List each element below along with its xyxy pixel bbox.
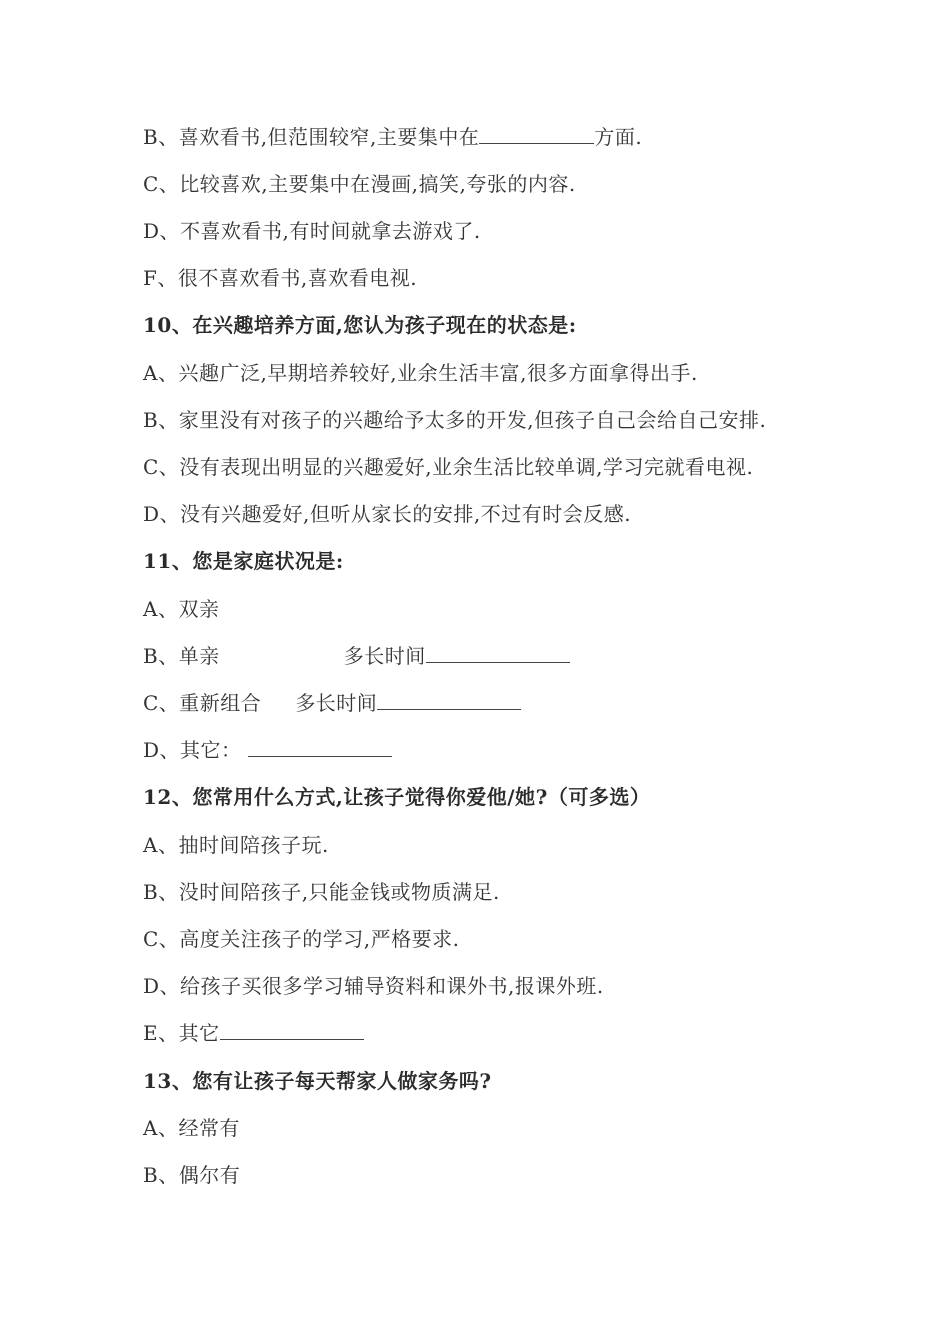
q11-option-d-label: D、其它：	[143, 738, 242, 762]
q10-option-c: C、没有表现出明显的兴趣爱好,业余生活比较单调,学习完就看电视.	[143, 455, 754, 479]
q11-option-b-blank[interactable]	[426, 644, 570, 663]
q12-option-e	[143, 1019, 364, 1047]
q9-option-b-suffix: 方面.	[594, 125, 643, 149]
q11-title: 11、您是家庭状况是:	[143, 549, 344, 573]
q11-option-c-time-label: 多长时间	[295, 691, 378, 715]
q11-option-b-label: B、单亲	[143, 644, 220, 668]
q12-title: 12、您常用什么方式,让孩子觉得你爱他/她?（可多选）	[143, 785, 651, 809]
q10-option-d: D、没有兴趣爱好,但听从家长的安排,不过有时会反感.	[143, 502, 632, 526]
q12-option-c: C、高度关注孩子的学习,严格要求.	[143, 927, 460, 951]
q9-option-b-blank[interactable]	[479, 125, 594, 144]
q12-option-a: A、抽时间陪孩子玩.	[143, 833, 329, 857]
q12-option-e-label: E、其它	[143, 1021, 220, 1045]
q12-option-b: B、没时间陪孩子,只能金钱或物质满足.	[143, 880, 500, 904]
q11-option-c-blank[interactable]	[377, 691, 521, 710]
q11-option-c	[143, 689, 521, 717]
q13-title: 13、您有让孩子每天帮家人做家务吗?	[143, 1069, 492, 1093]
q11-option-d	[143, 736, 392, 764]
q9-option-c: C、比较喜欢,主要集中在漫画,搞笑,夸张的内容.	[143, 172, 576, 196]
q10-option-b: B、家里没有对孩子的兴趣给予太多的开发,但孩子自己会给自己安排.	[143, 408, 767, 432]
q12-option-e-blank[interactable]	[220, 1021, 364, 1040]
q12-option-d: D、给孩子买很多学习辅导资料和课外书,报课外班.	[143, 974, 604, 998]
q13-option-a: A、经常有	[143, 1116, 240, 1140]
q10-option-a: A、兴趣广泛,早期培养较好,业余生活丰富,很多方面拿得出手.	[143, 361, 698, 385]
q11-option-c-label: C、重新组合	[143, 691, 262, 715]
q11-option-d-blank[interactable]	[248, 738, 392, 757]
q9-option-b	[143, 123, 642, 151]
q10-title: 10、在兴趣培养方面,您认为孩子现在的状态是:	[143, 313, 577, 337]
q11-option-b	[143, 642, 570, 670]
q13-option-b: B、偶尔有	[143, 1163, 241, 1187]
q9-option-b-text: B、喜欢看书,但范围较窄,主要集中在	[143, 125, 480, 149]
q9-option-f: F、很不喜欢看书,喜欢看电视.	[143, 266, 418, 290]
q11-option-a: A、双亲	[143, 597, 220, 621]
q9-option-d: D、不喜欢看书,有时间就拿去游戏了.	[143, 219, 481, 243]
q11-option-b-time-label: 多长时间	[343, 644, 426, 668]
